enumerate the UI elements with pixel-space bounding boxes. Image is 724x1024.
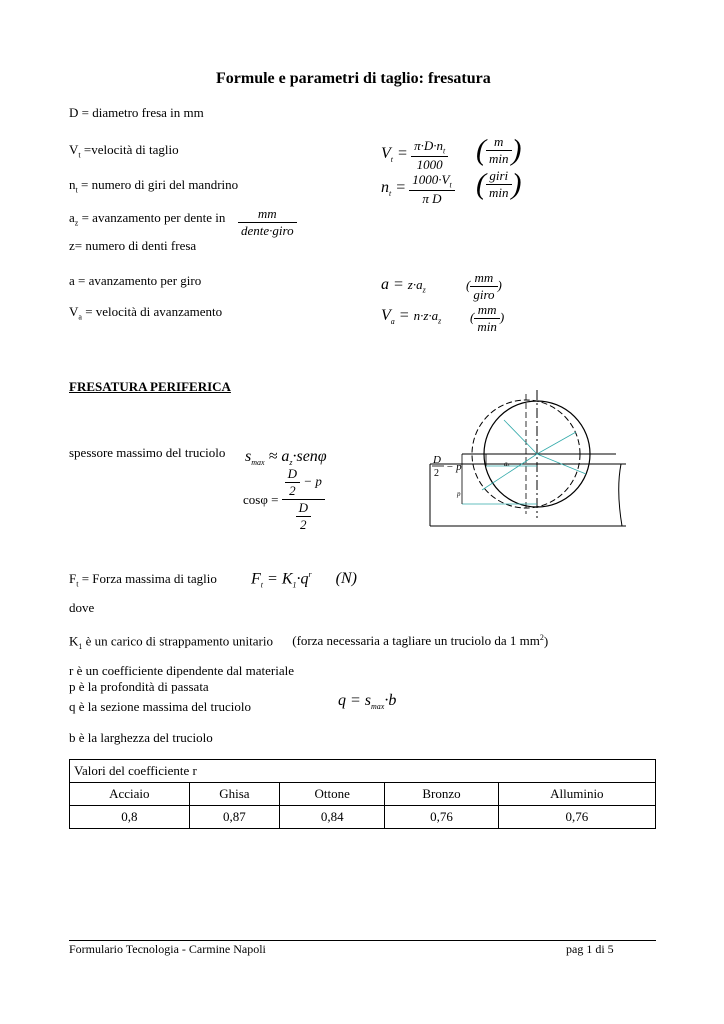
q-formula: q = s	[338, 692, 372, 709]
formula-nt-unit: ( $\frac{\text{giri}}{\min}$ )	[476, 167, 522, 201]
smax-sub: max	[251, 458, 265, 468]
nt-subscript: t	[75, 185, 78, 195]
a-rhs: z·a	[407, 277, 423, 292]
col-ghisa: Ghisa	[189, 783, 280, 806]
vt-num: π·D·n	[414, 138, 443, 153]
formula-va: $V_a = n\cdot z\cdot a_z$	[381, 307, 442, 327]
def-b: b è la larghezza del truciolo	[69, 730, 213, 745]
formula-a-unit: ( $\frac{mm}{\text{giro}}$ )	[466, 270, 502, 302]
formula-vt: $V_t$ = $\frac{\pi\cdot D\cdot n_t}{1000}$	[381, 138, 448, 173]
ft-symbol: F	[69, 571, 77, 586]
def-numero-denti: z= numero di denti fresa	[69, 238, 197, 253]
diagram-minus-p-label: − p	[446, 461, 462, 473]
page-title: Formule e parametri di taglio: fresatura	[216, 70, 491, 87]
k1-paren-end: )	[543, 633, 549, 649]
q-formula-end: ·b	[384, 692, 397, 709]
vt-text: =velocità di taglio	[80, 142, 179, 157]
k1-text: è un carico di strappamento unitario	[82, 633, 273, 649]
formula-ft: $F_t = K_1\cdot q^r$ (N)	[251, 570, 357, 590]
vt-unit-den: min	[489, 151, 509, 166]
spessore-label: spessore massimo del truciolo	[69, 445, 226, 460]
ft-formula-lhs: F	[251, 570, 261, 588]
diagram-D-label: D	[433, 454, 441, 466]
def-q: q è la sezione massima del truciolo	[69, 699, 251, 714]
formula-q	[338, 692, 396, 711]
def-forza-taglio	[69, 571, 217, 589]
smax-rhs: ≈ a	[268, 448, 290, 465]
def-diametro: D = diametro fresa in mm	[69, 105, 204, 120]
nt-unit-den: min	[489, 185, 509, 200]
k1-sub: 1	[78, 641, 83, 651]
def-velocita-taglio	[69, 142, 179, 160]
ft-exp: r	[308, 570, 312, 579]
smax-rhs2: ·senφ	[292, 448, 327, 465]
ft-sub: t	[76, 579, 79, 589]
def-r: r è un coefficiente dipendente dal materiale	[69, 663, 294, 678]
col-ottone: Ottone	[280, 783, 385, 806]
col-alluminio: Alluminio	[498, 783, 655, 806]
vt-unit-num: m	[486, 134, 512, 151]
footer-left: Formulario Tecnologia - Carmine Napoli	[69, 942, 266, 956]
k1-symbol: K	[69, 633, 79, 649]
footer-divider	[69, 940, 656, 941]
a-unit-num: mm	[470, 270, 497, 287]
cos-den-2: 2	[300, 517, 307, 532]
k1-paren-sup: 2	[539, 633, 544, 642]
diagram-2-label: 2	[434, 468, 439, 479]
coefficient-table	[69, 759, 656, 829]
az-subscript: z	[74, 218, 79, 228]
cos-num-D: D	[285, 466, 300, 483]
k1-paren: (forza necessaria a tagliare un truciolo da 1 mm	[292, 633, 540, 649]
diagram-p-label: p	[457, 490, 461, 498]
vt-den: 1000	[416, 156, 443, 172]
nt-text: = numero di giri del mandrino	[77, 177, 239, 192]
col-acciaio: Acciaio	[70, 783, 190, 806]
def-p: p è la profondità di passata	[69, 679, 209, 694]
formula-smax: $s_{max} \approx a_z\cdot sen\varphi$	[245, 448, 327, 468]
def-velocita-avanzamento	[69, 304, 222, 322]
section-heading: FRESATURA PERIFERICA	[69, 379, 231, 394]
col-bronzo: Bronzo	[385, 783, 498, 806]
nt-symbol: n	[69, 177, 76, 192]
formula-a: $a = z\cdot a_z$	[381, 276, 426, 295]
nt-den: π D	[422, 190, 442, 206]
cos-den-D: D	[296, 500, 311, 517]
nt-unit-num: giri	[486, 168, 512, 185]
ft-unit: (N)	[335, 570, 357, 588]
formula-vt-unit: ( $\frac{m}{\min}$ )	[476, 133, 522, 167]
def-numero-giri	[69, 177, 238, 195]
az-text: = avanzamento per dente in	[78, 210, 226, 225]
val-ottone: 0,84	[280, 806, 385, 829]
def-k1	[69, 633, 548, 651]
def-avanzamento-dente	[69, 210, 225, 228]
va-symbol: V	[69, 304, 79, 319]
formula-cos	[243, 466, 325, 533]
va-unit-num: mm	[474, 302, 500, 319]
cos-minus-p: − p	[303, 473, 322, 489]
diagram-az-label: az	[504, 460, 510, 468]
val-ghisa: 0,87	[189, 806, 280, 829]
q-formula-sub: max	[371, 702, 385, 712]
table-header: Valori del coefficiente r	[70, 760, 656, 783]
vt-subscript: t	[78, 150, 81, 160]
az-unit-den: dente·giro	[241, 223, 294, 238]
table-row	[70, 783, 656, 806]
def-avanzamento-giro: a = avanzamento per giro	[69, 273, 202, 288]
az-unit-num: mm	[238, 206, 297, 223]
smax-symbol: s	[245, 448, 252, 465]
val-bronzo: 0,76	[385, 806, 498, 829]
ft-formula-rhs: = K	[267, 570, 293, 588]
az-symbol: a	[69, 210, 75, 225]
val-acciaio: 0,8	[70, 806, 190, 829]
nt-num: 1000·V	[412, 172, 450, 187]
va-unit-den: min	[477, 319, 497, 334]
va-subscript: a	[78, 312, 82, 322]
formula-va-unit: ( $\frac{mm}{\min}$ )	[470, 302, 505, 334]
dove-text: dove	[69, 600, 95, 615]
az-unit	[238, 206, 297, 239]
va-rhs: n·z·a	[413, 308, 439, 323]
a-unit-den: giro	[473, 287, 495, 302]
ft-text: = Forza massima di taglio	[78, 571, 217, 586]
val-alluminio: 0,76	[498, 806, 655, 829]
cos-num-2: 2	[289, 483, 296, 498]
table-row	[70, 806, 656, 829]
va-text: = velocità di avanzamento	[81, 304, 223, 319]
footer-right: pag 1 di 5	[566, 942, 614, 956]
vt-symbol: V	[69, 142, 79, 157]
cos-lhs: cosφ =	[243, 491, 279, 507]
milling-diagram	[426, 390, 626, 530]
formula-nt: $n_t$ = $\frac{1000\cdot V_t}{\text{π D}}$	[381, 172, 455, 207]
ft-formula-q: ·q	[296, 570, 309, 588]
